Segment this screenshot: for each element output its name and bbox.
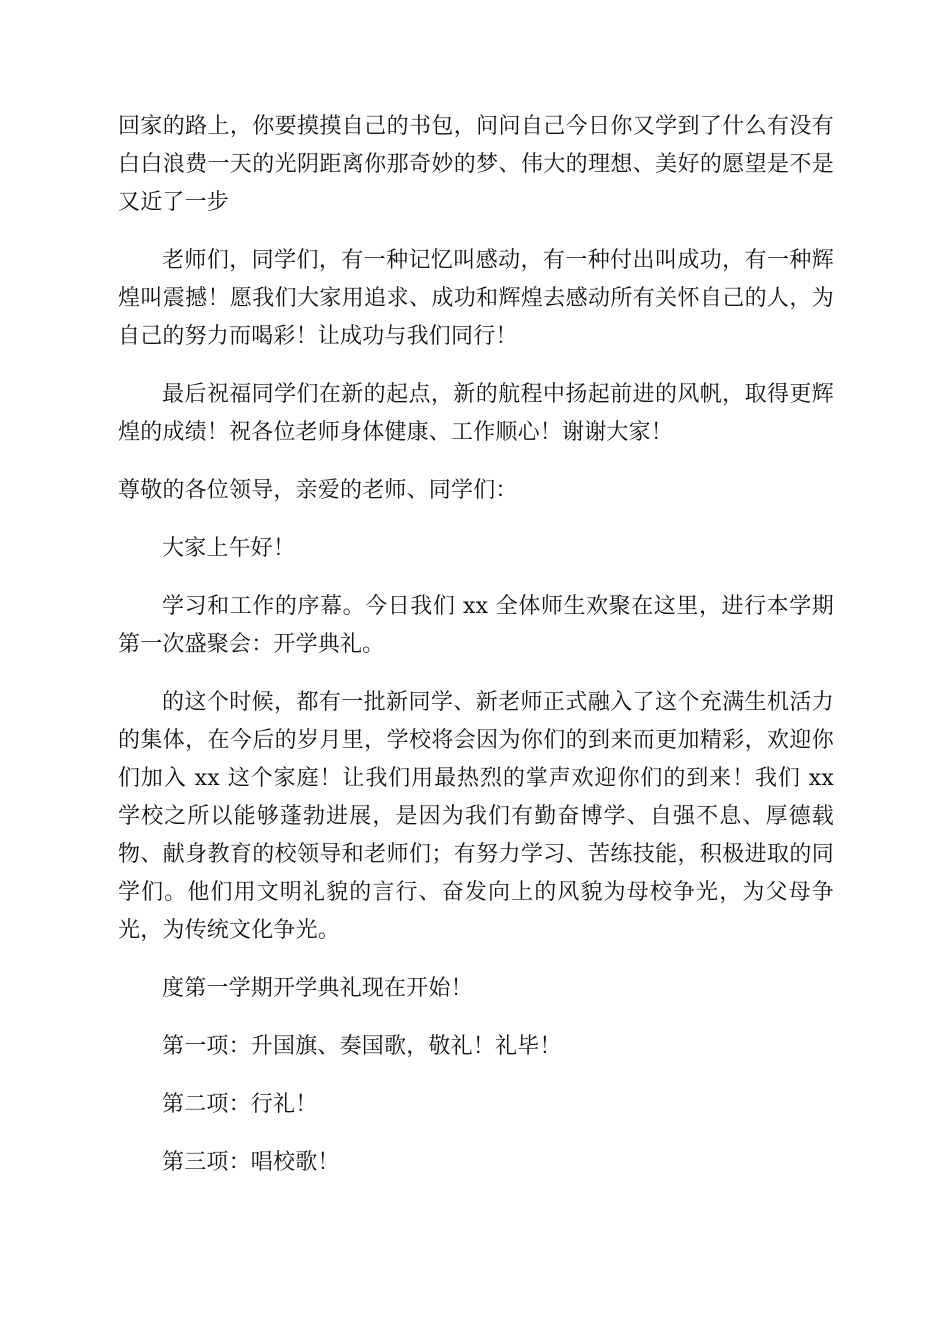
paragraph-greeting: 大家上午好！	[162, 536, 296, 561]
paragraph-memory-and-success: 老师们，同学们，有一种记忆叫感动，有一种付出叫成功，有一种辉煌叫震撼！愿我们大家用追求、成功和辉煌去感动所有关怀自己的人，为自己的努力而喝彩！让成功与我们同行！	[118, 248, 834, 349]
paragraph-item-two: 第二项：行礼！	[162, 1092, 318, 1117]
paragraph-salutation: 尊敬的各位领导，亲爱的老师、同学们：	[118, 478, 518, 503]
paragraph-welcome-newcomers: 的这个时候，都有一批新同学、新老师正式融入了这个充满生机活力的集体，在今后的岁月里，学校将会因为你们的到来而更加精彩，欢迎你们加入 xx 这个家庭！让我们用最热烈的掌声欢迎你们的到来！我们 xx 学校之所以能够蓬勃进展，是因为我们有勤奋博学、自强不息、厚德载物、献身教育的校领导和老师们；有努力学习、苦练技能，积极进取的同学们。他们用文明礼貌的言行、奋发向上的风貌为母校争光，为父母争光，为传统文化争光。	[118, 690, 834, 943]
paragraph-homeward-reflection: 回家的路上，你要摸摸自己的书包，问问自己今日你又学到了什么有没有白白浪费一天的光阴距离你那奇妙的梦、伟大的理想、美好的愿望是不是又近了一步	[118, 114, 834, 215]
document-body	[118, 108, 834, 1202]
paragraph-closing-wishes: 最后祝福同学们在新的起点，新的航程中扬起前进的风帆，取得更辉煌的成绩！祝各位老师身体健康、工作顺心！谢谢大家！	[118, 382, 834, 445]
paragraph-item-three: 第三项：唱校歌！	[162, 1150, 340, 1175]
paragraph-ceremony-start: 度第一学期开学典礼现在开始！	[162, 976, 473, 1001]
paragraph-item-one: 第一项：升国旗、奏国歌，敬礼！礼毕！	[162, 1034, 562, 1059]
paragraph-ceremony-intro: 学习和工作的序幕。今日我们 xx 全体师生欢聚在这里，进行本学期第一次盛聚会：开学典礼。	[118, 594, 834, 657]
